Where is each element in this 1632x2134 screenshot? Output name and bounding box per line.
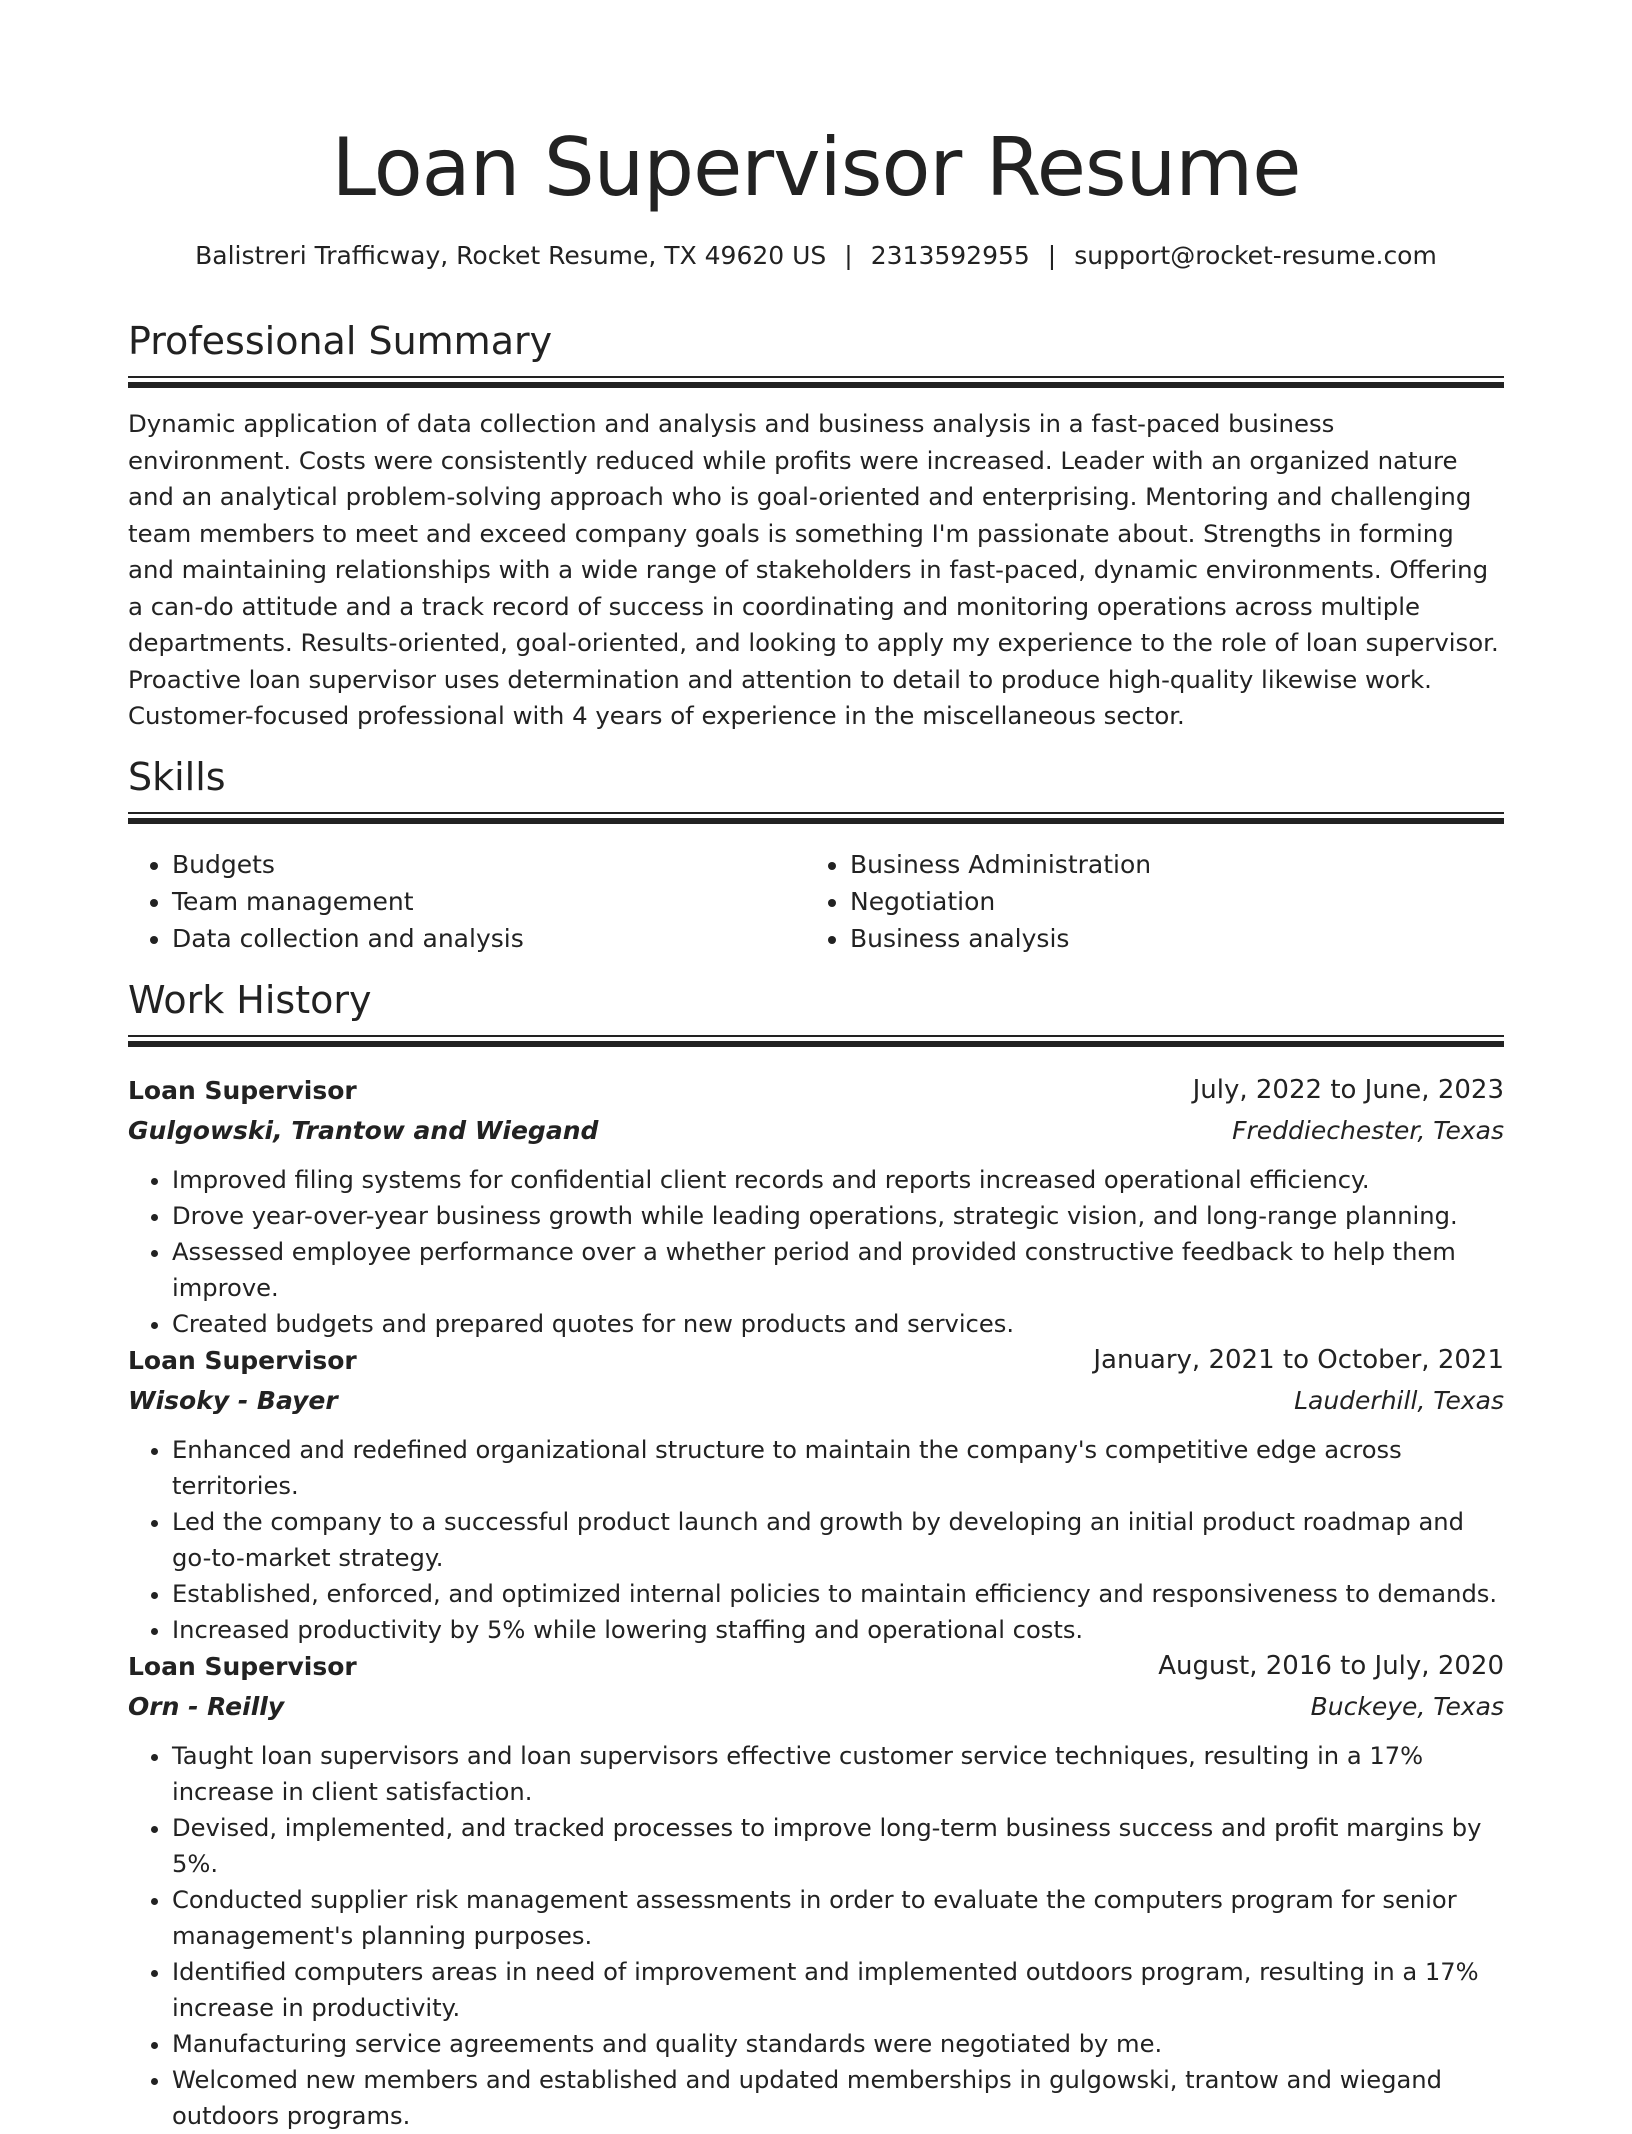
job-company: Wisoky - Bayer <box>128 1385 338 1415</box>
job-entry <box>128 1340 1504 1648</box>
section-divider <box>128 812 1504 824</box>
section-divider <box>128 1035 1504 1047</box>
job-bullet: • Identified computers areas in need of improvement and implemented outdoors program, resulting in a 17% increase in productivity. <box>172 1954 1504 2026</box>
skill-item: • Data collection and analysis <box>172 920 806 957</box>
job-bullet: • Manufacturing service agreements and quality standards were negotiated by me. <box>172 2026 1504 2062</box>
summary-heading: Professional Summary <box>128 319 553 363</box>
skills-heading: Skills <box>128 755 226 799</box>
job-bullet: • Established, enforced, and optimized internal policies to maintain efficiency and responsiveness to demands. <box>172 1576 1504 1612</box>
skills-list <box>128 846 1504 957</box>
job-title: Loan Supervisor <box>128 1075 357 1105</box>
job-dates: July, 2022 to June, 2023 <box>1192 1075 1504 1105</box>
job-bullet: • Conducted supplier risk management assessments in order to evaluate the computers program for senior management's planning purposes. <box>172 1882 1504 1954</box>
skill-item: • Budgets <box>172 846 806 883</box>
job-bullets <box>128 1432 1504 1648</box>
skill-item: • Team management <box>172 883 806 920</box>
skills-column-left <box>128 846 806 957</box>
job-dates: January, 2021 to October, 2021 <box>1093 1345 1504 1375</box>
job-entry <box>128 1646 1504 2134</box>
job-bullet: • Enhanced and redefined organizational structure to maintain the company's competitive edge across territories. <box>172 1432 1504 1504</box>
job-bullet: • Increased productivity by 5% while lowering staffing and operational costs. <box>172 1612 1504 1648</box>
job-bullet: • Led the company to a successful product launch and growth by developing an initial product roadmap and go-to-market strategy. <box>172 1504 1504 1576</box>
job-dates: August, 2016 to July, 2020 <box>1158 1651 1504 1681</box>
job-company: Orn - Reilly <box>128 1691 285 1721</box>
contact-phone: 2313592955 <box>870 241 1030 270</box>
job-location: Freddiechester, Texas <box>1232 1115 1504 1145</box>
resume-title: Loan Supervisor Resume <box>331 121 1301 214</box>
job-bullet: • Assessed employee performance over a whether period and provided constructive feedback to help them improve. <box>172 1234 1504 1306</box>
job-bullets <box>128 1162 1504 1342</box>
work-heading: Work History <box>128 978 372 1022</box>
job-bullet: • Devised, implemented, and tracked processes to improve long-term business success and profit margins by 5%. <box>172 1810 1504 1882</box>
job-title: Loan Supervisor <box>128 1345 357 1375</box>
job-entry <box>128 1070 1504 1342</box>
contact-email: support@rocket-resume.com <box>1074 241 1437 270</box>
job-bullet: • Improved filing systems for confidential client records and reports increased operational efficiency. <box>172 1162 1504 1198</box>
job-company: Gulgowski, Trantow and Wiegand <box>128 1115 599 1145</box>
job-bullets <box>128 1738 1504 2134</box>
contact-line <box>128 238 1504 274</box>
skill-item: • Business analysis <box>850 920 1484 957</box>
contact-separator: | <box>844 241 853 270</box>
skill-item: • Negotiation <box>850 883 1484 920</box>
job-bullet: • Welcomed new members and established and updated memberships in gulgowski, trantow and wiegand outdoors programs. <box>172 2062 1504 2134</box>
skills-column-right <box>806 846 1484 957</box>
contact-address: Balistreri Trafficway, Rocket Resume, TX 49620 US <box>195 241 827 270</box>
job-bullet: • Taught loan supervisors and loan supervisors effective customer service techniques, resulting in a 17% increase in client satisfaction. <box>172 1738 1504 1810</box>
job-bullet: • Drove year-over-year business growth while leading operations, strategic vision, and long-range planning. <box>172 1198 1504 1234</box>
job-location: Buckeye, Texas <box>1310 1691 1504 1721</box>
job-location: Lauderhill, Texas <box>1294 1385 1504 1415</box>
section-divider <box>128 376 1504 388</box>
job-bullet: • Created budgets and prepared quotes for new products and services. <box>172 1306 1504 1342</box>
summary-text: Dynamic application of data collection and analysis and business analysis in a fast-paced business environment. Costs were consistently reduced while profits were increased. Leader with an organized nature and an analytical problem-solving approach who is goal-oriented and enterprising. Mentoring and challenging team members to meet and exceed company goals is something I'm passionate about. Strengths in forming and maintaining relationships with a wide range of stakeholders in fast-paced, dynamic environments. Offering a can-do attitude and a track record of success in coordinating and monitoring operations across multiple departments. Results-oriented, goal-oriented, and looking to apply my experience to the role of loan supervisor. Proactive loan supervisor uses determination and attention to detail to produce high-quality likewise work. Customer-focused professional with 4 years of experience in the miscellaneous sector. <box>128 409 1499 730</box>
skill-item: • Business Administration <box>850 846 1484 883</box>
contact-separator: | <box>1047 241 1057 270</box>
job-title: Loan Supervisor <box>128 1651 357 1681</box>
